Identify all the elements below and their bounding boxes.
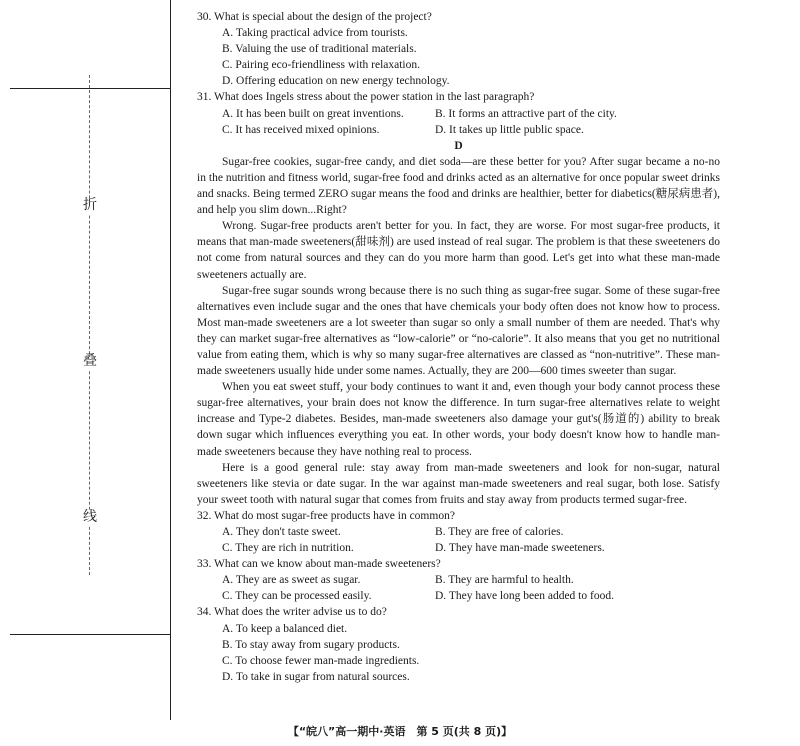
passage-paragraph: When you eat sweet stuff, your body continues to want it and, even though your body cannot process these sugar-free alternatives, your brain does not know the difference. In turn sugar-free alternatives relate to weight increase and Type-2 diabetes. Besides, man-made sweeteners also damage your gut's(肠道的) ability to break down sugar which influences everything you eat. In other words, your body doesn't know how to handle man-made sweeteners because they have nothing real to process. [197, 381, 720, 458]
fold-char-1: 折 [83, 198, 97, 213]
question-34 [197, 604, 720, 684]
option-b: B. Valuing the use of traditional materials. [222, 43, 417, 56]
option-b: B. They are harmful to health. [435, 574, 574, 587]
question-stem: 33. What can we know about man-made sweeteners? [197, 558, 441, 571]
fold-line [89, 75, 90, 575]
page-footer: 【“皖八”高一期中·英语 第 5 页(共 8 页)】 [287, 725, 513, 738]
option-d: D. They have man-made sweeteners. [435, 542, 605, 555]
option-d: D. They have long been added to food. [435, 590, 614, 603]
question-33 [197, 556, 720, 604]
question-stem: 30. What is special about the design of the project? [197, 11, 432, 23]
question-stem: 32. What do most sugar-free products have in common? [197, 509, 455, 522]
option-a: A. To keep a balanced diet. [222, 622, 348, 635]
question-stem: 31. What does Ingels stress about the power station in the last paragraph? [197, 91, 535, 104]
option-c: C. To choose fewer man-made ingredients. [222, 654, 420, 667]
question-stem: 34. What does the writer advise us to do? [197, 606, 387, 619]
fold-char-3: 线 [83, 510, 97, 525]
question-31 [197, 89, 720, 137]
option-c: C. They are rich in nutrition. [222, 542, 354, 555]
question-30 [197, 9, 720, 89]
option-a: A. They don't taste sweet. [222, 526, 341, 538]
passage-paragraph: Wrong. Sugar-free products aren't better for you. In fact, they are worse. For most sugar-free products, it means that man-made sweeteners(甜味剂) are used instead of real sugar. The problem is that these sweeteners do not come from natural sources and they can do you more harm than good. Let's get into what these man-made sweeteners actually are. [197, 220, 720, 281]
option-d: D. To take in sugar from natural sources. [222, 670, 410, 683]
option-b: B. They are free of calories. [435, 526, 564, 538]
passage-paragraph: Sugar-free sugar sounds wrong because there is no such thing as sugar-free sugar. Some of these sugar-free alternatives even include sugar and the ones that have chemicals your body often does not know how to process. Most man-made sweeteners are a lot sweeter than sugar so only a small number of them are needed. That's why they can market sugar-free alternatives as “low-calorie” or “no-calorie”. It also means that you get no nutritional value from eating them, which is why so many sugar-free alternatives are classed as “non-nutritive”. These man-made sweeteners usually hide under some names. Actually, they are 200—600 times sweeter than sugar. [197, 284, 720, 378]
question-32 [197, 508, 720, 556]
passage-paragraph: Here is a good general rule: stay away from man-made sweeteners and look for non-sugar, natural sweeteners like stevia or date sugar. In the war against man-made sweeteners and real sugar, both lose. Satisfy your sweet tooth with natural sugar that comes from fruits and stay away from products termed sugar-free. [197, 461, 720, 506]
option-c: C. They can be processed easily. [222, 590, 372, 603]
option-c: C. Pairing eco-friendliness with relaxation. [222, 59, 421, 72]
fold-char-2: 叠 [83, 354, 97, 369]
option-d: D. It takes up little public space. [435, 123, 584, 136]
exam-content [197, 9, 720, 685]
option-c: C. It has received mixed opinions. [222, 123, 380, 136]
option-b: B. It forms an attractive part of the city. [435, 107, 617, 120]
margin-bottom-rule [10, 634, 170, 635]
option-a: A. It has been built on great inventions. [222, 107, 404, 120]
option-d: D. Offering education on new energy technology. [222, 75, 450, 88]
passage [197, 154, 720, 508]
section-title: D [454, 139, 463, 152]
option-a: A. Taking practical advice from tourists. [222, 27, 408, 40]
margin-top-rule [10, 88, 170, 89]
passage-paragraph: Sugar-free cookies, sugar-free candy, and diet soda—are these better for you? After sugar became a no-no in the nutrition and fitness world, sugar-free food and drinks acted as an alternative for once popular sweet drinks and snacks. Being termed ZERO sugar means the food and drinks are healthier, better for diabetics(糖尿病患者), and help you slim down...Right? [197, 155, 720, 217]
option-b: B. To stay away from sugary products. [222, 638, 400, 651]
option-a: A. They are as sweet as sugar. [222, 574, 361, 587]
binding-line [170, 0, 171, 720]
